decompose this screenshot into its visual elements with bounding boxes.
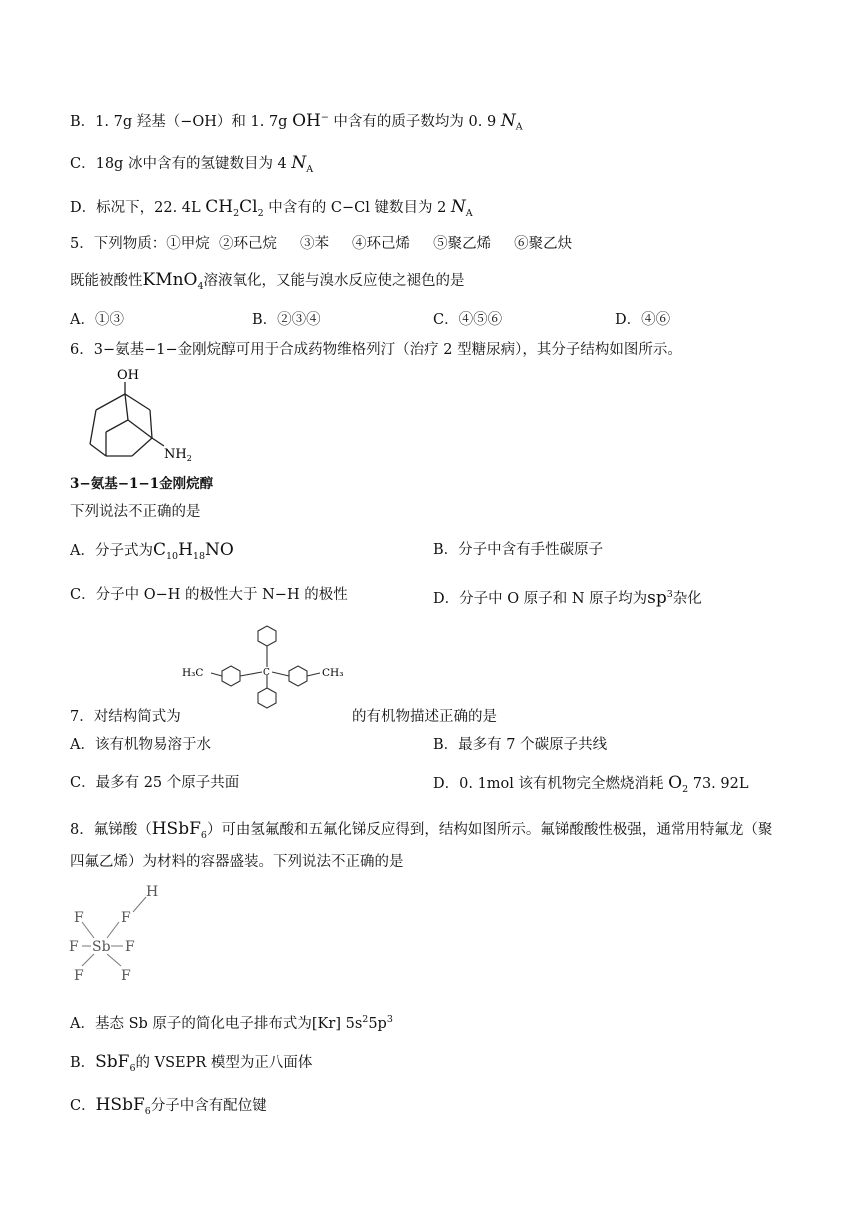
triaryl-methane-structure-figure	[180, 620, 360, 720]
q5-line2: 既能被酸性KMnO$_4$溶液氧化，又能与溴水反应使之褪色的是	[70, 270, 465, 292]
q4-option-c: C．18g 冰中含有的氢键数目为 4 $N_A$	[70, 153, 314, 175]
f-atom-top-left: F	[74, 910, 84, 926]
q5-option-d: D．④⑥	[615, 312, 671, 328]
ch3-left-label: H₃C	[182, 667, 204, 679]
f-atom-left: F	[69, 939, 79, 955]
q8-option-a: A．基态 Sb 原子的简化电子排布式为[Kr] $5s^25p^3$	[70, 1014, 393, 1032]
q6-option-b: B．分子中含有手性碳原子	[433, 542, 604, 558]
central-carbon-label: C	[263, 668, 270, 678]
ch3-right-label: CH₃	[322, 667, 344, 679]
q8-option-b: B．SbF$_6$的 VSEPR 模型为正八面体	[70, 1052, 313, 1074]
hsbf6-structure-figure	[66, 880, 166, 990]
q4-option-d: D．标况下，22. 4L $CH_2Cl_2$ 中含有的 C−Cl 键数目为 2 $N_A$	[70, 197, 473, 219]
q6-stem: 6．3−氨基−1−金刚烷醇可用于合成药物维格列汀（治疗 2 型糖尿病），其分子结构如图所示。	[70, 342, 682, 358]
sb-atom-label: Sb	[92, 939, 111, 955]
oh-label: OH	[117, 368, 139, 383]
q7-option-d: D．0. 1mol 该有机物完全燃烧消耗 $O_2$ 73. 92L	[433, 773, 749, 795]
q7-stem-suffix: 的有机物描述正确的是	[352, 709, 497, 725]
h-atom-label: H	[146, 884, 159, 900]
q6-option-d: D．分子中 O 原子和 N 原子均为$sp^3$杂化	[433, 587, 702, 608]
q6-question: 下列说法不正确的是	[70, 504, 201, 520]
f-atom-bottom-right: F	[121, 968, 131, 984]
q5-option-b: B．②③④	[252, 312, 321, 328]
f-atom-top-right: F	[121, 910, 131, 926]
q5-stem: 5．下列物质：①甲烷 ②环己烷 ③苯 ④环己烯 ⑤聚乙烯 ⑥聚乙炔	[70, 236, 573, 252]
q8-option-c: C．HSbF$_6$分子中含有配位键	[70, 1095, 267, 1117]
q7-option-a: A．该有机物易溶于水	[70, 737, 211, 753]
q5-option-a: A．①③	[70, 312, 124, 328]
q6-option-c: C．分子中 O−H 的极性大于 N−H 的极性	[70, 587, 348, 603]
f-atom-right: F	[125, 939, 135, 955]
q7-option-b: B．最多有 7 个碳原子共线	[433, 737, 608, 753]
q6-figure-caption: 3−氨基−1−1金刚烷醇	[70, 476, 214, 492]
q5-option-c: C．④⑤⑥	[433, 312, 503, 328]
adamantane-structure-figure	[80, 362, 200, 472]
q4-option-b: B．1. 7g 羟基（−OH）和 1. 7g OH− 中含有的质子数均为 0. 9 $N_A$	[70, 110, 523, 133]
q8-stem-line1: 8．氟锑酸（HSbF$_6$）可由氢氟酸和五氟化锑反应得到，结构如图所示。氟锑酸酸性极强，通常用特氟龙（聚	[70, 819, 773, 841]
q6-option-a: A．分子式为$C_{10}H_{18}NO$	[70, 540, 234, 562]
nh2-label: $NH_2$	[164, 447, 192, 463]
q7-stem-prefix: 7．对结构简式为	[70, 709, 181, 725]
q7-option-c: C．最多有 25 个原子共面	[70, 775, 240, 791]
q8-stem-line2: 四氟乙烯）为材料的容器盛装。下列说法不正确的是	[70, 854, 404, 870]
f-atom-bottom-left: F	[74, 968, 84, 984]
